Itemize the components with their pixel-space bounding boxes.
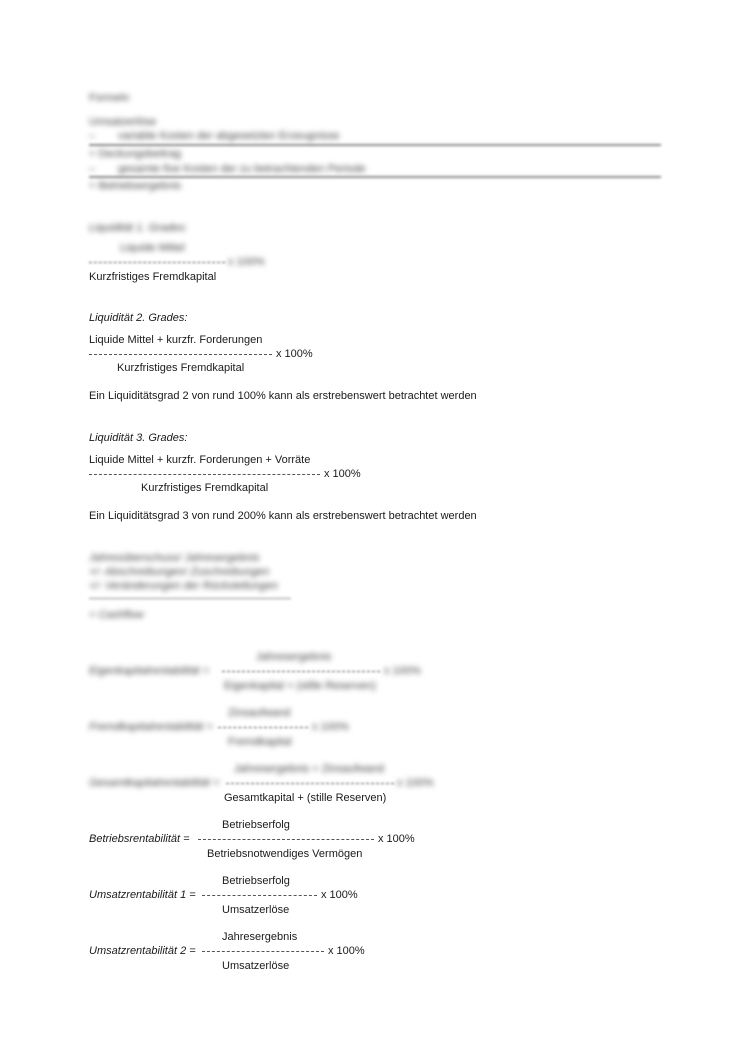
cashflow-line: Jahresüberschuss/ Jahresergebnis xyxy=(89,552,260,564)
cashflow-line: +/- Abschreibungen/ Zuschreibungen xyxy=(89,566,270,578)
umsatz1-numerator: Betriebserfolg xyxy=(222,875,290,887)
liq2-denominator: Kurzfristiges Fremdkapital xyxy=(117,362,245,374)
liq3-denominator: Kurzfristiges Fremdkapital xyxy=(141,482,269,494)
liq1-multiplier: x 100% xyxy=(228,256,265,268)
umsatz2-numerator: Jahresergebnis xyxy=(222,931,298,943)
liq2-note: Ein Liquiditätsgrad 2 von rund 100% kann als erstrebenswert betrachtet werden xyxy=(89,390,477,402)
divider xyxy=(89,176,661,178)
gk-denominator: Gesamtkapital + (stille Reserven) xyxy=(224,792,387,804)
divider xyxy=(89,144,661,146)
umsatz-line: = Deckungsbeitrag xyxy=(89,148,182,160)
gk-numerator: Jahresergebnis + Zinsaufwand xyxy=(234,763,385,775)
fraction-line xyxy=(89,474,320,475)
umsatz-line: – xyxy=(89,130,96,142)
ek-label: Eigenkapitalrentabilität = xyxy=(89,665,210,677)
cashflow-line: +/- Veränderungen der Rückstellungen xyxy=(89,580,278,592)
liq3-multiplier: x 100% xyxy=(324,468,361,480)
betrieb-label: Betriebsrentabilität = xyxy=(89,833,190,845)
ek-numerator: Jahresergebnis xyxy=(256,651,332,663)
liq1-numerator: Liquide Mittel xyxy=(120,242,185,254)
gk-label: Gesamtkapitalrentabilität = xyxy=(89,777,220,789)
umsatz2-label: Umsatzrentabilität 2 = xyxy=(89,945,196,957)
umsatz2-denominator: Umsatzerlöse xyxy=(222,960,290,972)
fraction-line xyxy=(222,671,380,672)
fraction-line xyxy=(202,895,317,896)
divider xyxy=(89,598,291,599)
fraction-line xyxy=(218,727,308,728)
liq3-title: Liquidität 3. Grades: xyxy=(89,432,188,444)
fk-multiplier: x 100% xyxy=(312,721,349,733)
betrieb-multiplier: x 100% xyxy=(378,833,415,845)
betrieb-denominator: Betriebsnotwendiges Vermögen xyxy=(207,848,363,860)
liq2-title: Liquidität 2. Grades: xyxy=(89,312,188,324)
umsatz-line: = Betriebsergebnis xyxy=(89,180,182,192)
umsatz-line: variable Kosten der abgesetzten Erzeugnisse xyxy=(118,130,340,142)
umsatz1-label: Umsatzrentabilität 1 = xyxy=(89,889,196,901)
ek-multiplier: x 100% xyxy=(384,665,421,677)
fk-numerator: Zinsaufwand xyxy=(228,707,291,719)
liq2-numerator: Liquide Mittel + kurzfr. Forderungen xyxy=(89,334,263,346)
fraction-line xyxy=(226,783,394,784)
liq2-multiplier: x 100% xyxy=(276,348,313,360)
ek-denominator: Eigenkapital + (stille Reserven) xyxy=(224,680,376,692)
betrieb-numerator: Betriebserfolg xyxy=(222,819,290,831)
fraction-line xyxy=(202,951,324,952)
umsatz-line: – xyxy=(89,163,96,175)
doc-heading: Formeln xyxy=(89,92,130,104)
umsatz1-denominator: Umsatzerlöse xyxy=(222,904,290,916)
fk-denominator: Fremdkapital xyxy=(228,736,292,748)
fk-label: Fremdkapitalrentabilität = xyxy=(89,721,213,733)
fraction-line xyxy=(89,262,225,263)
liq3-note: Ein Liquiditätsgrad 3 von rund 200% kann als erstrebenswert betrachtet werden xyxy=(89,510,477,522)
umsatz2-multiplier: x 100% xyxy=(328,945,365,957)
gk-multiplier: x 100% xyxy=(397,777,434,789)
liq3-numerator: Liquide Mittel + kurzfr. Forderungen + Vorräte xyxy=(89,454,311,466)
fraction-line xyxy=(198,839,374,840)
fraction-line xyxy=(89,354,272,355)
umsatz1-multiplier: x 100% xyxy=(321,889,358,901)
liq1-denominator: Kurzfristiges Fremdkapital xyxy=(89,271,217,283)
cashflow-line: = Cashflow xyxy=(89,609,144,621)
umsatz-line: Umsatzerlöse xyxy=(89,116,157,128)
umsatz-line: gesamte fixe Kosten der zu betrachtenden Periode xyxy=(118,163,366,175)
liq1-title: Liquidität 1. Grades: xyxy=(89,222,188,234)
